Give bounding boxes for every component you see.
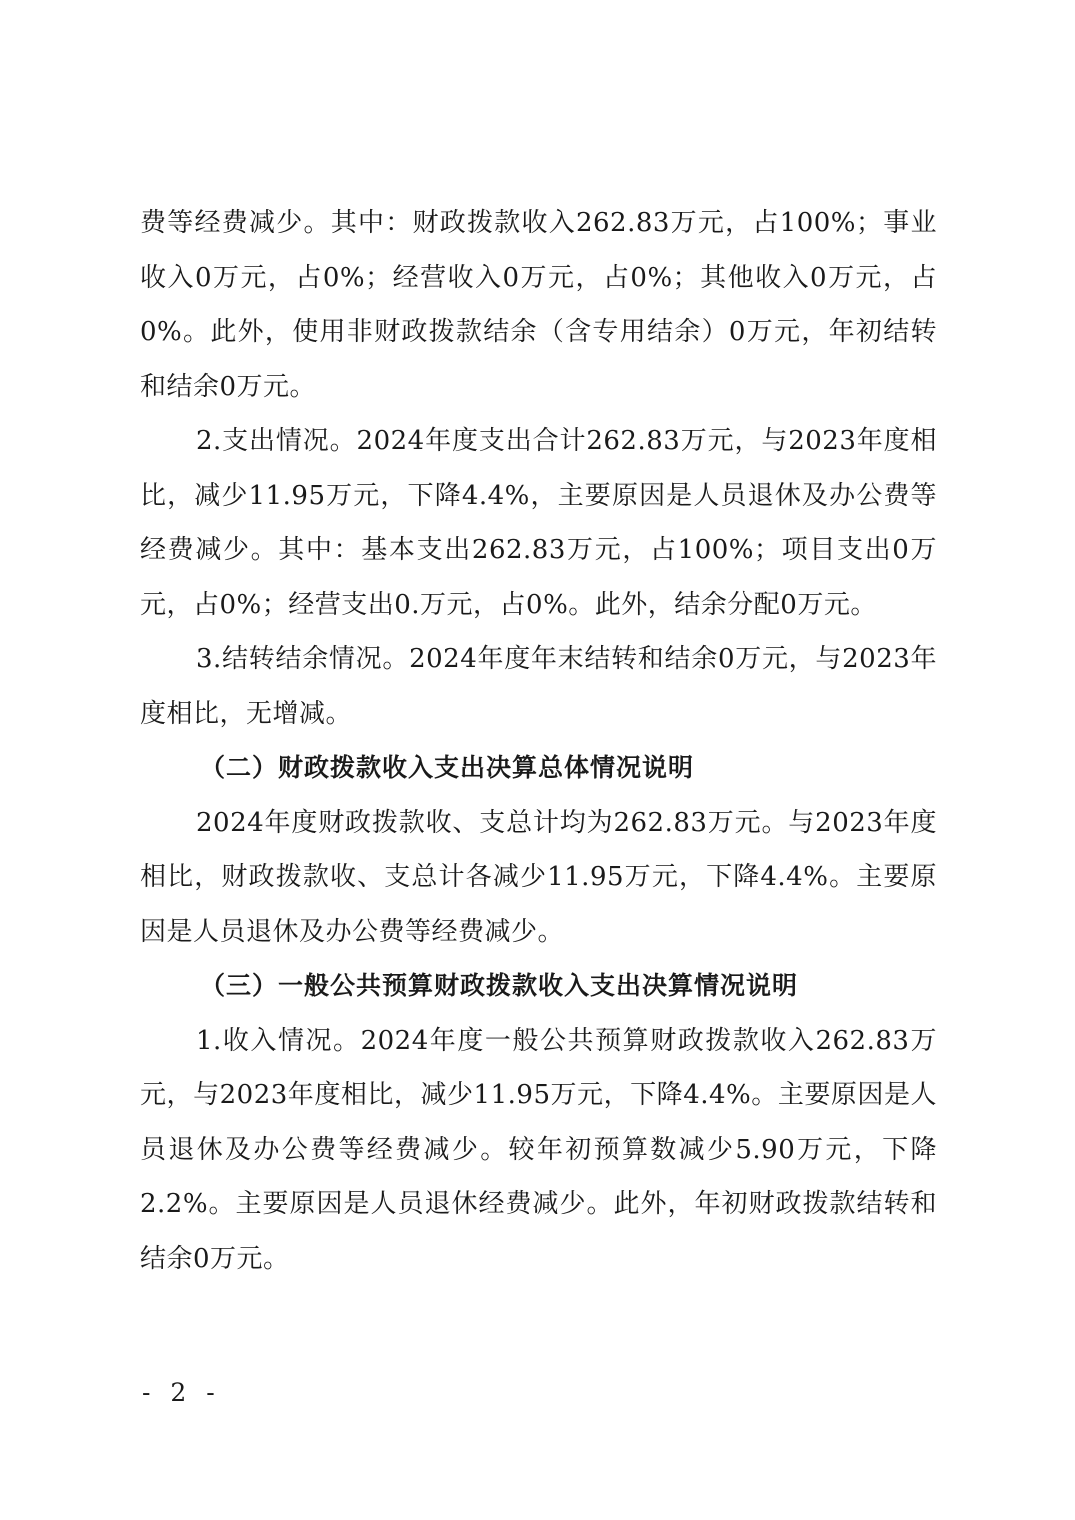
page-number: - 2 -: [142, 1378, 221, 1407]
section-heading-three: （三）一般公共预算财政拨款收入支出决算情况说明: [200, 971, 799, 1000]
paragraph-carryover: 3.结转结余情况。2024年度年末结转和结余0万元，与2023年度相比，无增减。: [140, 644, 937, 729]
document-body: [140, 196, 937, 1286]
section-heading-two: （二）财政拨款收入支出决算总体情况说明: [200, 753, 695, 782]
paragraph-fiscal-total: 2024年度财政拨款收、支总计均为262.83万元。与2023年度相比，财政拨款收、支总计各减少11.95万元，下降4.4%。主要原因是人员退休及办公费等经费减少。: [140, 807, 937, 947]
paragraph-general-budget-income: 1.收入情况。2024年度一般公共预算财政拨款收入262.83万元，与2023年度相比，减少11.95万元，下降4.4%。主要原因是人员退休及办公费等经费减少。较年初预算数减少5.90万元，下降2.2%。主要原因是人员退休经费减少。此外，年初财政拨款结转和结余0万元。: [140, 1025, 937, 1274]
paragraph-income-breakdown: 费等经费减少。其中：财政拨款收入262.83万元，占100%；事业收入0万元，占0%；经营收入0万元，占0%；其他收入0万元，占0%。此外，使用非财政拨款结余（含专用结余）0万元，年初结转和结余0万元。: [140, 208, 937, 402]
paragraph-expenditure: 2.支出情况。2024年度支出合计262.83万元，与2023年度相比，减少11.95万元，下降4.4%，主要原因是人员退休及办公费等经费减少。其中：基本支出262.83万元，占100%；项目支出0万元，占0%；经营支出0.万元，占0%。此外，结余分配0万元。: [140, 426, 937, 620]
